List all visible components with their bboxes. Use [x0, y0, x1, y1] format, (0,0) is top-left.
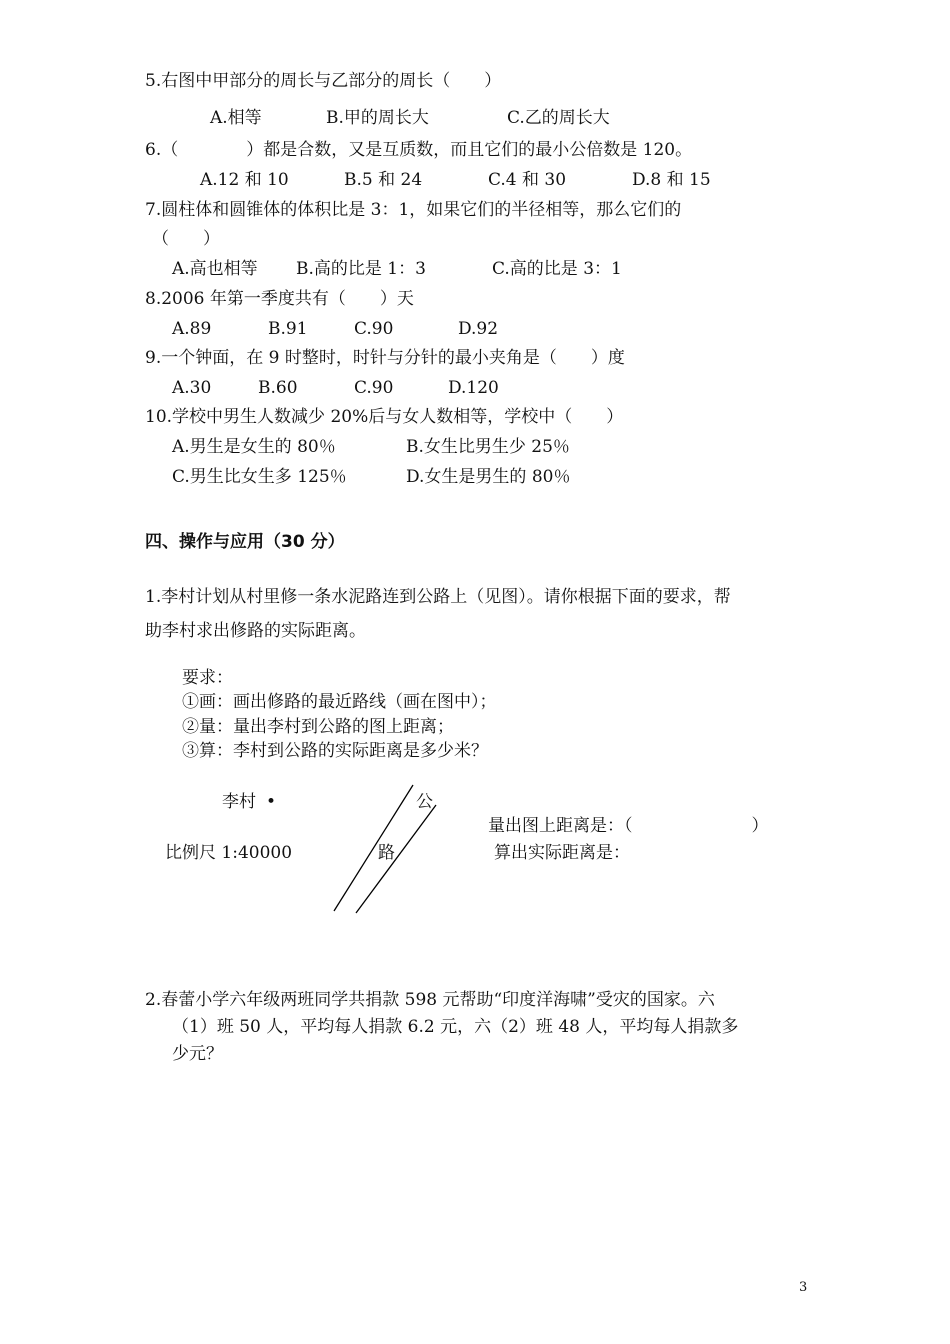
- p1-line2: 助李村求出修路的实际距离。: [145, 621, 366, 641]
- p2-line1: 2.春蕾小学六年级两班同学共捐款 598 元帮助“印度洋海啸”受灾的国家。六: [145, 990, 715, 1010]
- q8-option-d: D.92: [458, 319, 499, 339]
- q8-stem: 8.2006 年第一季度共有（ ）天: [145, 289, 414, 309]
- q5-option-c: C.乙的周长大: [507, 108, 610, 128]
- p1-line1: 1.李村计划从村里修一条水泥路连到公路上（见图）。请你根据下面的要求，帮: [145, 587, 731, 607]
- q9-option-b: B.60: [258, 378, 298, 398]
- q6-option-c: C.4 和 30: [488, 170, 567, 190]
- village-label: 李村: [222, 792, 256, 812]
- q9-option-a: A.30: [172, 378, 212, 398]
- q7-answer-blank: （ ）: [152, 229, 220, 249]
- p1-requirement-draw: ①画：画出修路的最近路线（画在图中）；: [182, 692, 497, 712]
- road-edge-left: [334, 785, 413, 911]
- road-diagram: [325, 778, 440, 916]
- q8-option-a: A.89: [172, 319, 212, 339]
- q7-stem: 7.圆柱体和圆锥体的体积比是 3：1，如果它们的半径相等，那么它们的: [145, 200, 682, 220]
- q10-stem: 10.学校中男生人数减少 20%后与女人数相等，学校中（ ）: [145, 407, 624, 427]
- q10-option-b: B.女生比男生少 25％: [406, 437, 570, 457]
- p1-requirements-label: 要求：: [182, 668, 233, 688]
- p1-requirement-measure: ②量：量出李村到公路的图上距离；: [182, 717, 454, 737]
- q5-stem: 5.右图中甲部分的周长与乙部分的周长（ ）: [145, 71, 502, 91]
- q10-option-c: C.男生比女生多 125％: [172, 467, 347, 487]
- actual-distance-label: 算出实际距离是：: [494, 843, 630, 863]
- q6-stem: 6.（ ）都是合数，又是互质数，而且它们的最小公倍数是 120。: [145, 140, 693, 160]
- q5-option-a: A.相等: [210, 108, 262, 128]
- q8-option-b: B.91: [268, 319, 308, 339]
- p2-line2: （1）班 50 人，平均每人捐款 6.2 元，六（2）班 48 人，平均每人捐款多: [172, 1017, 739, 1037]
- q10-option-a: A.男生是女生的 80％: [172, 437, 336, 457]
- q7-option-a: A.高也相等: [172, 259, 258, 279]
- q6-option-b: B.5 和 24: [344, 170, 423, 190]
- q7-option-b: B.高的比是 1：3: [296, 259, 426, 279]
- measured-distance-blank: 量出图上距离是：（ ）: [488, 816, 769, 836]
- scale-label: 比例尺 1:40000: [165, 843, 293, 863]
- q9-option-d: D.120: [448, 378, 499, 398]
- p1-requirement-compute: ③算：李村到公路的实际距离是多少米？: [182, 741, 488, 761]
- q6-option-a: A.12 和 10: [200, 170, 289, 190]
- q6-option-d: D.8 和 15: [632, 170, 711, 190]
- section-heading: 四、操作与应用（30 分）: [145, 532, 345, 552]
- q9-stem: 9.一个钟面，在 9 时整时，时针与分针的最小夹角是（ ）度: [145, 348, 625, 368]
- road-edge-right: [356, 805, 436, 913]
- p2-line3: 少元？: [172, 1044, 223, 1064]
- q5-option-b: B.甲的周长大: [326, 108, 429, 128]
- road-label-bottom: 路: [378, 843, 395, 863]
- q9-option-c: C.90: [354, 378, 394, 398]
- q10-option-d: D.女生是男生的 80％: [406, 467, 571, 487]
- q8-option-c: C.90: [354, 319, 394, 339]
- page-number: 3: [799, 1280, 808, 1295]
- q7-option-c: C.高的比是 3：1: [492, 259, 622, 279]
- road-label-top: 公: [416, 792, 433, 812]
- village-dot-icon: •: [266, 792, 277, 812]
